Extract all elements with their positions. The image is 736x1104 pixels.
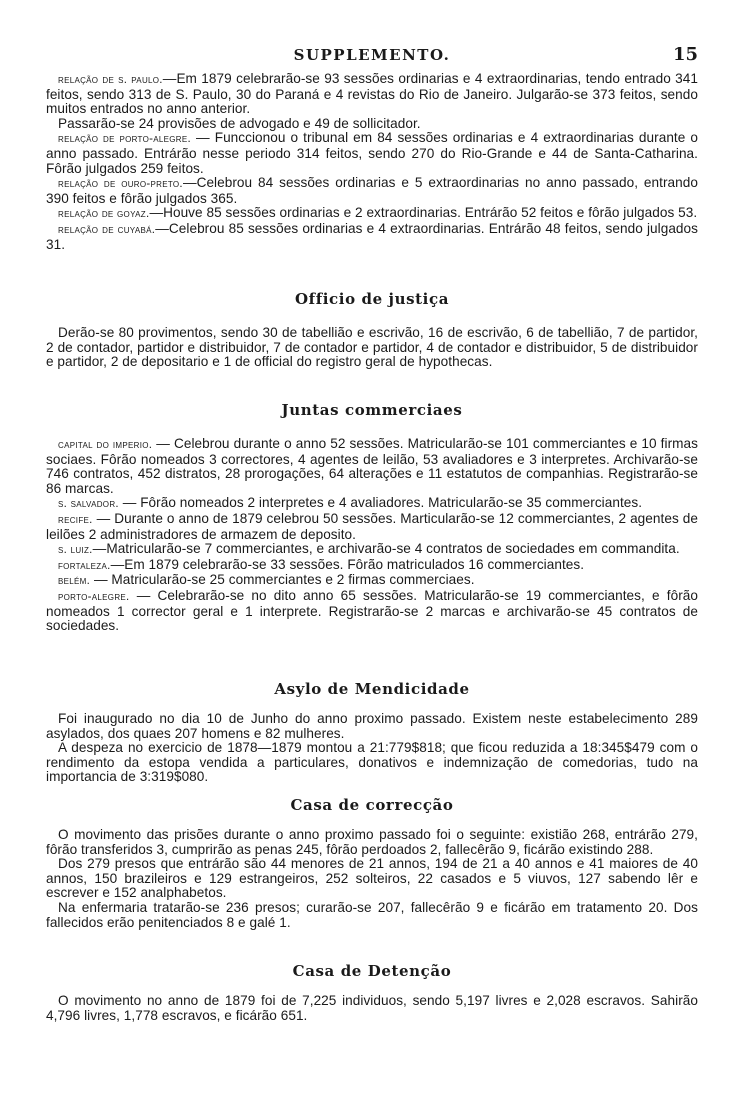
section-heading: Juntas commerciaes [281, 401, 463, 419]
section [46, 796, 698, 930]
paragraph-lead-label: porto-alegre. [58, 590, 130, 603]
paragraph-lead-label: relação de porto-alegre. [58, 133, 191, 146]
paragraph-text: — Funccionou o tribunal em 84 sessões ordinarias e 4 extraordinarias durante o anno passado. Entrárão nesse periodo 314 feitos, sendo 270 do Rio-Grande e 44 de Santa-Catharina. Fôrão julgados 259 feitos. [46, 130, 699, 176]
paragraph-text: Derão-se 80 provimentos, sendo 30 de tabellião e escrivão, 16 de escrivão, 6 de tabellião, 7 de partidor, 2 de contador, partidor e distribuidor, 7 de contador e partidor, 4 de contador e distribuidor, 5 de distribuidor e partidor, 2 de depositario e 1 de official do registro geral de hypothecas. [46, 325, 698, 370]
running-title: SUPPLEMENTO. [293, 46, 451, 64]
paragraph-text: — Durante o anno de 1879 celebrou 50 sessões. Marticularão-se 12 commerciantes, 2 agentes de leilões 2 administradores de armazem de deposito. [46, 510, 698, 542]
paragraph [46, 206, 698, 222]
section-heading: Officio de justiça [294, 290, 450, 308]
paragraph [46, 326, 698, 370]
paragraph-text: Dos 279 presos que entrárão são 44 menores de 21 annos, 194 de 21 a 40 annos e 41 maiores de 40 annos, 150 brazileiros e 129 estrangeiros, 252 solteiros, 22 casados e 5 viuvos, 127 sabendo lêr e escrever e 152 analphabetos. [46, 856, 698, 901]
paragraph-lead-label: s. salvador. [58, 498, 119, 511]
paragraph [46, 558, 698, 574]
paragraph-text: —Celebrou 84 sessões ordinarias e 5 extraordinarias no anno passado, entrando 390 feitos e fôrão julgados 365. [46, 175, 698, 206]
paragraph [46, 994, 698, 1023]
paragraph [46, 496, 698, 512]
paragraph [46, 437, 698, 496]
paragraph-text: — Celebrou durante o anno 52 sessões. Matricularão-se 101 commerciantes e 10 firmas sociaes. Fôrão nomeados 3 correctores, 4 agentes de leilão, 53 avaliadores e 3 interpretes. Archivarão-se 746 contratos, 452 distratos, 28 prorogações, 64 alterações e 11 estatutos de companhias. Registrarão-se 86 marcas. [46, 436, 698, 496]
section [46, 962, 698, 1023]
paragraph [46, 741, 698, 785]
paragraph [46, 512, 698, 542]
paragraph-lead-label: capital do imperio. [58, 439, 153, 451]
paragraph [46, 589, 698, 634]
paragraph-text: —Celebrou 85 sessões ordinarias e 4 extraordinarias. Entrárão 48 feitos, sendo julgados 31. [46, 220, 698, 252]
section [46, 401, 698, 634]
section-heading: Asylo de Mendicidade [274, 680, 470, 698]
paragraph [46, 573, 698, 589]
paragraph-lead-label: recife. [58, 513, 93, 526]
paragraph-text: O movimento das prisões durante o anno proximo passado foi o seguinte: existião 268, entrárão 279, fôrão transferidos 3, cumprirão as penas 245, fôrão perdoados 2, fallecêrão 9, ficárão existindo 288. [46, 827, 698, 857]
paragraph-text: Passarão-se 24 provisões de advogado e 49 de sollicitador. [58, 115, 421, 131]
paragraph-text: A despeza no exercicio de 1878—1879 montou a 21:779$818; que ficou reduzida a 18:345$479 com o rendimento da estopa vendida a particulares, donativos e indemnização de comedorias, tudo na importancia de 3:319$080. [46, 740, 698, 785]
page-header [46, 46, 698, 66]
paragraph-text: —Em 1879 celebrarão-se 33 sessões. Fôrão matriculados 16 commerciantes. [110, 556, 585, 572]
paragraph-text: — Celebrarão-se no dito anno 65 sessões. Matricularão-se 19 commerciantes, e fôrão nomeados 1 corrector geral e 1 interprete. Registrarão-se 2 marcas e archivarão-se 45 contratos de sociedades. [46, 587, 698, 634]
paragraph-text: Foi inaugurado no dia 10 de Junho do anno proximo passado. Existem neste estabelecimento 289 asylados, dos quaes 207 homens e 82 mulheres. [46, 711, 698, 741]
section [46, 72, 698, 252]
section [46, 680, 698, 785]
section [46, 290, 698, 370]
paragraph-text: —Houve 85 sessões ordinarias e 2 extraordinarias. Entrárão 52 feitos e fôrão julgados 53. [149, 205, 698, 221]
paragraph-text: —Matricularão-se 7 commerciantes, e archivarão-se 4 contratos de sociedades em commandita. [92, 541, 680, 557]
paragraph-text: —Em 1879 celebrarão-se 93 sessões ordinarias e 4 extraordinarias, tendo entrado 341 feitos, sendo 313 de S. Paulo, 30 do Paraná e 4 revistas do Rio de Janeiro. Julgarão-se 373 feitos, sendo muitos entrados no anno anterior. [46, 71, 699, 117]
paragraph-text: — Matricularão-se 25 commerciantes e 2 firmas commerciaes. [90, 572, 475, 588]
paragraph-text: — Fôrão nomeados 2 interpretes e 4 avaliadores. Matricularão-se 35 commerciantes. [118, 495, 643, 511]
paragraph [46, 72, 698, 117]
paragraph [46, 117, 698, 132]
section-heading: Casa de correcção [290, 796, 454, 814]
section-heading: Casa de Detenção [292, 962, 452, 980]
paragraph-lead-label: relação de s. paulo. [58, 74, 163, 86]
paragraph [46, 901, 698, 930]
paragraph-lead-label: s. luiz. [58, 544, 93, 557]
paragraph-text: O movimento no anno de 1879 foi de 7,225 individuos, sendo 5,197 livres e 2,028 escravos. Sahirão 4,796 livres, 1,778 escravos, e ficárão 651. [46, 993, 698, 1023]
paragraph [46, 542, 698, 558]
paragraph [46, 857, 698, 901]
paragraph [46, 222, 698, 252]
paragraph [46, 131, 698, 176]
paragraph-lead-label: fortaleza. [58, 559, 111, 572]
paragraph-lead-label: relação de cuyabá. [58, 223, 156, 236]
paragraph-text: Na enfermaria tratarão-se 236 presos; curarão-se 207, fallecêrão 9 e ficárão em tratamento 20. Dos fallecidos erão penitenciados 8 e galé 1. [46, 899, 698, 930]
paragraph-lead-label: belém. [58, 575, 91, 588]
paragraph [46, 176, 698, 206]
paragraph-lead-label: relação de goyaz. [58, 208, 150, 221]
paragraph [46, 828, 698, 857]
paragraph-lead-label: relação de ouro-preto. [58, 178, 183, 191]
paragraph [46, 712, 698, 741]
page-number: 15 [672, 44, 698, 65]
